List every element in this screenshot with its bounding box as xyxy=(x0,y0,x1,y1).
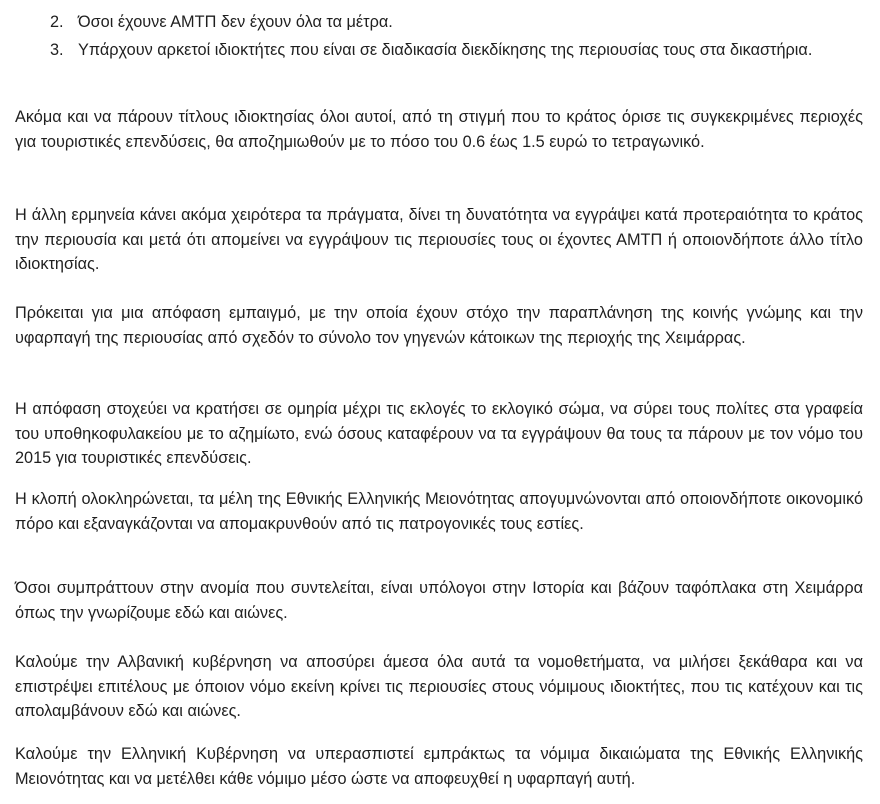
paragraph: Καλούμε την Ελληνική Κυβέρνηση να υπερασπιστεί εμπράκτως τα νόμιμα δικαιώματα της Εθνικής Ελληνικής Μειονότητας και να μετέλθει κάθε νόμιμο μέσο ώστε να αποφευχθεί η υφαρπαγή αυτή. xyxy=(15,745,863,788)
list-item xyxy=(50,38,850,62)
paragraph: Ακόμα και να πάρουν τίτλους ιδιοκτησίας όλοι αυτοί, από τη στιγμή που το κράτος όρισε τις συγκεκριμένες περιοχές για τουριστικές επενδύσεις, θα αποζημιωθούν με το πόσο του 0.6 έως 1.5 ευρώ το τετραγωνικό. xyxy=(15,108,863,151)
paragraph: Η κλοπή ολοκληρώνεται, τα μέλη της Εθνικής Ελληνικής Μειονότητας απογυμνώνονται από οποιονδήποτε οικονομικό πόρο και εξαναγκάζονται να απομακρυνθούν από τις πατρογονικές τους εστίες. xyxy=(15,490,863,533)
list-item-number: 3. xyxy=(50,41,64,59)
list-item-text: Όσοι έχουνε ΑΜΤΠ δεν έχουν όλα τα μέτρα. xyxy=(78,13,393,31)
paragraph: Όσοι συμπράττουν στην ανομία που συντελείται, είναι υπόλογοι στην Ιστορία και βάζουν ταφόπλακα στη Χειμάρρα όπως την γνωρίζουμε εδώ και αιώνες. xyxy=(15,579,863,622)
paragraph: Πρόκειται για μια απόφαση εμπαιγμό, με την οποία έχουν στόχο την παραπλάνηση της κοινής γνώμης και την υφαρπαγή της περιουσίας από σχεδόν το σύνολο τον γηγενών κάτοικων της περιοχής της Χειμάρρας. xyxy=(15,304,863,347)
paragraph: Καλούμε την Αλβανική κυβέρνηση να αποσύρει άμεσα όλα αυτά τα νομοθετήματα, να μιλήσει ξεκάθαρα και να επιστρέψει επιτέλους με όποιον νόμο εκείνη κρίνει τις περιουσίες στους νόμιμους ιδιοκτήτες, που τις κατέχουν και τις απολαμβάνουν εδώ και αιώνες. xyxy=(15,653,863,720)
list-item-number: 2. xyxy=(50,13,64,31)
list-item xyxy=(50,10,850,34)
paragraph: Η άλλη ερμηνεία κάνει ακόμα χειρότερα τα πράγματα, δίνει τη δυνατότητα να εγγράψει κατά προτεραιότητα το κράτος την περιουσία και μετά ότι απομείνει να εγγράψουν τις περιουσίες τους οι έχοντες ΑΜΤΠ ή οποιονδήποτε άλλο τίτλο ιδιοκτησίας. xyxy=(15,206,863,273)
paragraph: Η απόφαση στοχεύει να κρατήσει σε ομηρία μέχρι τις εκλογές το εκλογικό σώμα, να σύρει τους πολίτες στα γραφεία του υποθηκοφυλακείου με το αζημίωτο, ενώ όσους καταφέρουν να τα εγγράψουν θα τους τα πάρουν με τον νόμο του 2015 για τουριστικές επενδύσεις. xyxy=(15,400,863,467)
list-item-text: Υπάρχουν αρκετοί ιδιοκτήτες που είναι σε διαδικασία διεκδίκησης της περιουσίας τους στα δικαστήρια. xyxy=(78,41,813,59)
numbered-list xyxy=(50,10,850,66)
